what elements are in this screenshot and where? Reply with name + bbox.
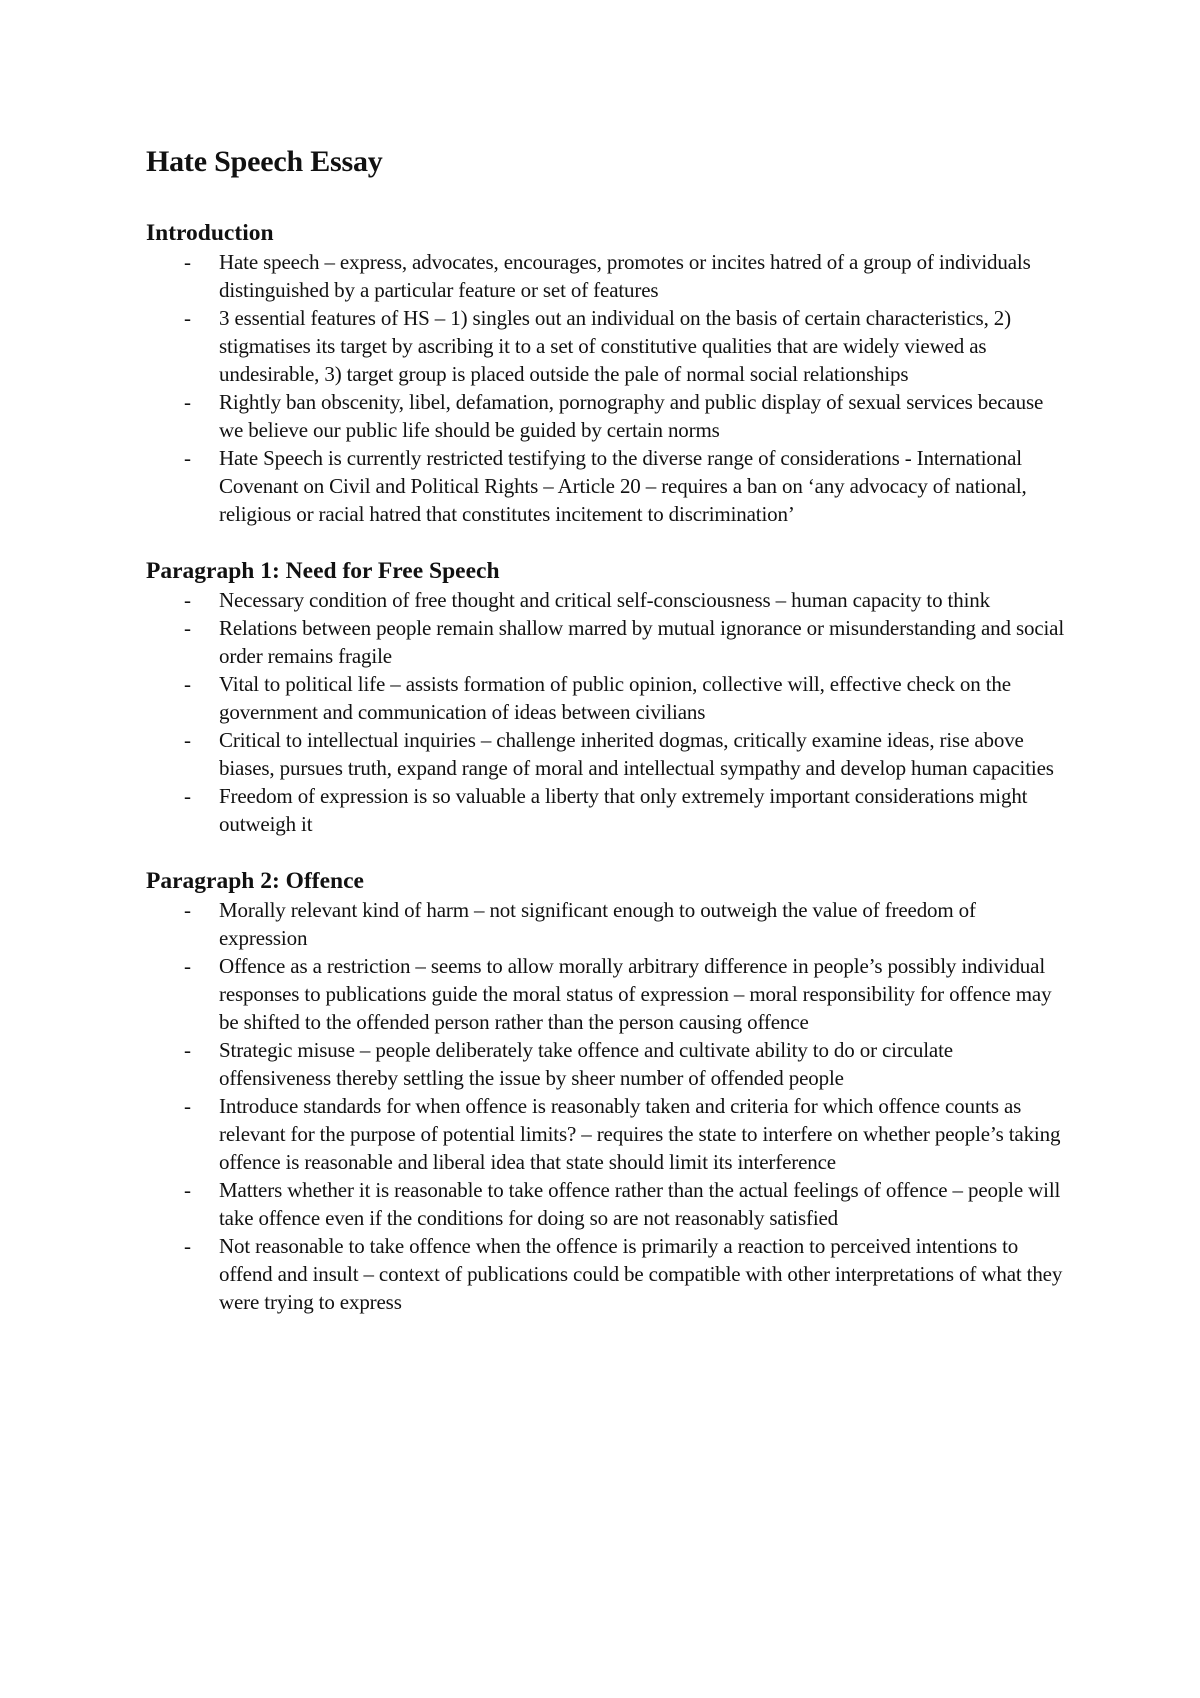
bullet-text: Hate speech – express, advocates, encourages, promotes or incites hatred of a group of individuals distinguished by a particular feature or set of features [219,250,1031,302]
bullet-dash: - [184,446,191,470]
document-page [146,140,1066,1346]
bullet-item [146,1092,1066,1176]
bullet-list [146,896,1066,1316]
bullet-text: Not reasonable to take offence when the offence is primarily a reaction to perceived intentions to offend and insult – context of publications could be compatible with other interpretations of what they were trying to express [219,1234,1063,1314]
bullet-item [146,248,1066,304]
bullet-text: Freedom of expression is so valuable a liberty that only extremely important considerations might outweigh it [219,784,1028,836]
bullet-text: Offence as a restriction – seems to allow morally arbitrary difference in people’s possibly individual responses to publications guide the moral status of expression – moral responsibility for offence may be shifted to the offended person rather than the person causing offence [219,954,1052,1034]
bullet-item [146,1036,1066,1092]
bullet-text: Strategic misuse – people deliberately take offence and cultivate ability to do or circulate offensiveness thereby settling the issue by sheer number of offended people [219,1038,953,1090]
section-paragraph-1 [146,556,1066,838]
bullet-item [146,726,1066,782]
bullet-dash: - [184,588,191,612]
section-heading: Paragraph 1: Need for Free Speech [146,558,500,584]
bullet-item [146,444,1066,528]
bullet-item [146,614,1066,670]
bullet-text: Relations between people remain shallow marred by mutual ignorance or misunderstanding and social order remains fragile [219,616,1065,668]
bullet-text: 3 essential features of HS – 1) singles out an individual on the basis of certain characteristics, 2) stigmatises its target by ascribing it to a set of constitutive qualities that are widely viewed as undesirable, 3) target group is placed outside the pale of normal social relationships [219,306,1011,386]
bullet-dash: - [184,306,191,330]
bullet-item [146,304,1066,388]
bullet-item [146,586,1066,614]
bullet-dash: - [184,1178,191,1202]
bullet-text: Hate Speech is currently restricted testifying to the diverse range of considerations - International Covenant on Civil and Political Rights – Article 20 – requires a ban on ‘any advocacy of national, religious or racial hatred that constitutes incitement to discrimination’ [219,446,1027,526]
bullet-item [146,952,1066,1036]
bullet-item [146,1176,1066,1232]
bullet-dash: - [184,250,191,274]
bullet-text: Critical to intellectual inquiries – challenge inherited dogmas, critically examine ideas, rise above biases, pursues truth, expand range of moral and intellectual sympathy and develop human capacities [219,728,1054,780]
bullet-dash: - [184,1234,191,1258]
bullet-dash: - [184,1038,191,1062]
bullet-dash: - [184,954,191,978]
section-introduction [146,218,1066,528]
bullet-list [146,248,1066,528]
bullet-text: Matters whether it is reasonable to take offence rather than the actual feelings of offence – people will take offence even if the conditions for doing so are not reasonably satisfied [219,1178,1061,1230]
bullet-dash: - [184,672,191,696]
bullet-item [146,782,1066,838]
bullet-item [146,670,1066,726]
bullet-list [146,586,1066,838]
bullet-dash: - [184,390,191,414]
bullet-text: Introduce standards for when offence is reasonably taken and criteria for which offence counts as relevant for the purpose of potential limits? – requires the state to interfere on whether people’s taking offence is reasonable and liberal idea that state should limit its interference [219,1094,1061,1174]
section-paragraph-2 [146,866,1066,1316]
bullet-dash: - [184,728,191,752]
bullet-dash: - [184,616,191,640]
document-title: Hate Speech Essay [146,145,383,178]
bullet-text: Necessary condition of free thought and critical self-consciousness – human capacity to think [219,588,990,612]
bullet-item [146,388,1066,444]
section-heading: Introduction [146,220,274,246]
bullet-dash: - [184,898,191,922]
bullet-text: Vital to political life – assists formation of public opinion, collective will, effective check on the government and communication of ideas between civilians [219,672,1011,724]
bullet-dash: - [184,784,191,808]
bullet-text: Morally relevant kind of harm – not significant enough to outweigh the value of freedom of expression [219,898,976,950]
bullet-item [146,896,1066,952]
bullet-item [146,1232,1066,1316]
bullet-text: Rightly ban obscenity, libel, defamation, pornography and public display of sexual services because we believe our public life should be guided by certain norms [219,390,1044,442]
section-heading: Paragraph 2: Offence [146,868,364,894]
bullet-dash: - [184,1094,191,1118]
